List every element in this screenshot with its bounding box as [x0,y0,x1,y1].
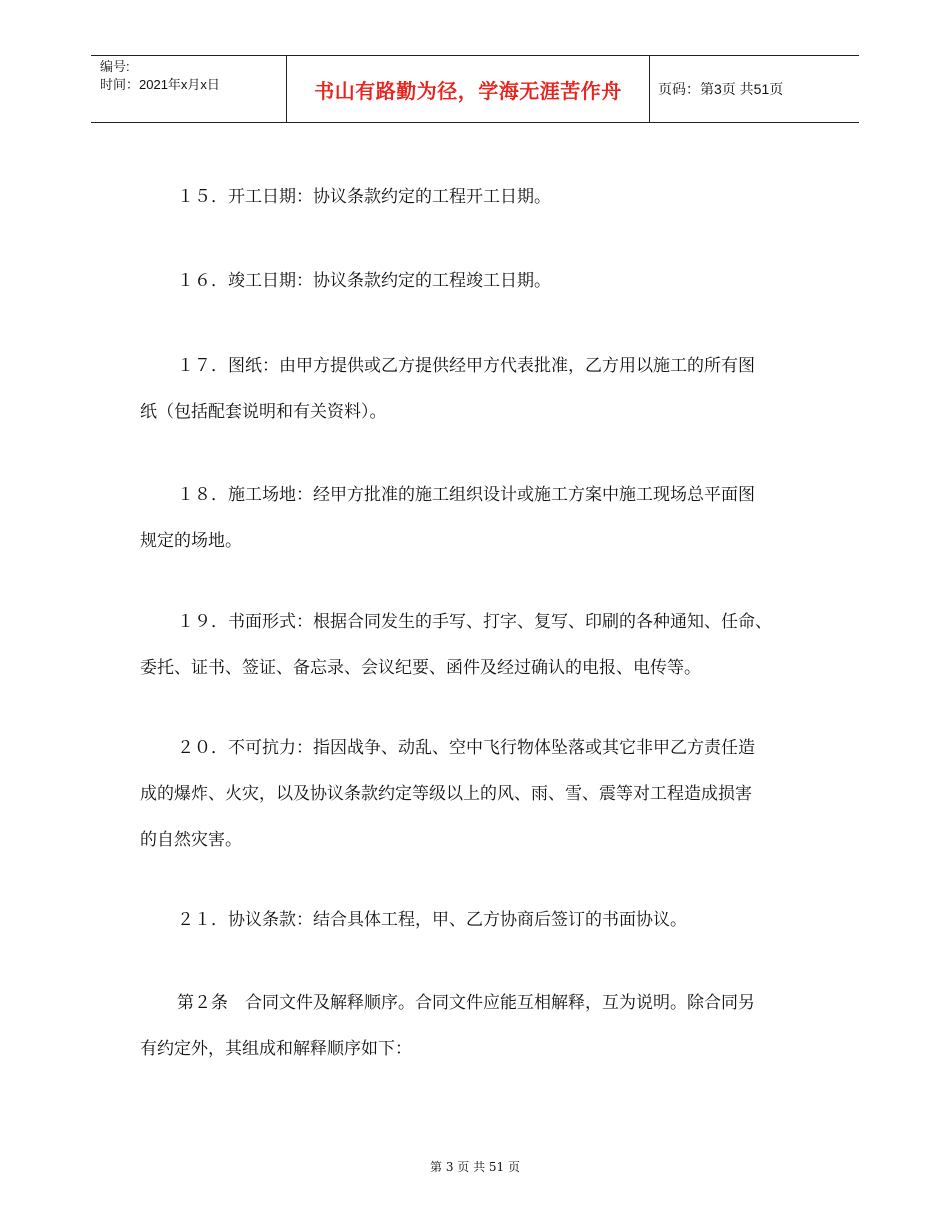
page-footer: 第 3 页 共 51 页 [430,1160,520,1174]
paragraph-line: １６．竣工日期：协议条款约定的工程竣工日期。 [177,271,551,291]
paragraph-line: 的自然灾害。 [140,830,242,850]
paragraph-line: 第２条 合同文件及解释顺序。合同文件应能互相解释，互为说明。除合同另 [177,993,755,1013]
paragraph-line: １８．施工场地：经甲方批准的施工组织设计或施工方案中施工现场总平面图 [177,485,755,505]
paragraph-15 [140,174,820,220]
page-header [91,55,859,123]
document-number-label: 编号: [100,59,130,74]
paragraph-16 [140,258,820,304]
paragraph-line: 规定的场地。 [140,531,242,551]
document-date: 时间：2021年x月x日 [100,77,220,92]
header-page-info: 页码：第3页 共51页 [658,81,784,97]
paragraph-line: ２０．不可抗力：指因战争、动乱、空中飞行物体坠落或其它非甲乙方责任造 [177,738,755,758]
paragraph-line: 纸（包括配套说明和有关资料）。 [140,402,387,422]
paragraph-line: 成的爆炸、火灾，以及协议条款约定等级以上的风、雨、雪、震等对工程造成损害 [140,784,752,804]
header-meta [91,56,287,122]
paragraph-line: 有约定外，其组成和解释顺序如下： [140,1039,412,1059]
paragraph-article-2 [140,980,820,1072]
paragraph-line: １７．图纸：由甲方提供或乙方提供经甲方代表批准，乙方用以施工的所有图 [177,356,755,376]
paragraph-18 [140,472,820,564]
paragraph-line: １９．书面形式：根据合同发生的手写、打字、复写、印刷的各种通知、任命、 [177,612,772,632]
paragraph-line: 委托、证书、签证、备忘录、会议纪要、函件及经过确认的电报、电传等。 [140,658,701,678]
paragraph-21 [140,897,820,943]
paragraph-20 [140,725,820,863]
header-motto: 书山有路勤为径，学海无涯苦作舟 [287,56,650,122]
paragraph-line: １５．开工日期：协议条款约定的工程开工日期。 [177,187,551,207]
paragraph-19 [140,599,820,691]
paragraph-line: ２１．协议条款：结合具体工程，甲、乙方协商后签订的书面协议。 [177,910,687,930]
paragraph-17 [140,343,820,435]
